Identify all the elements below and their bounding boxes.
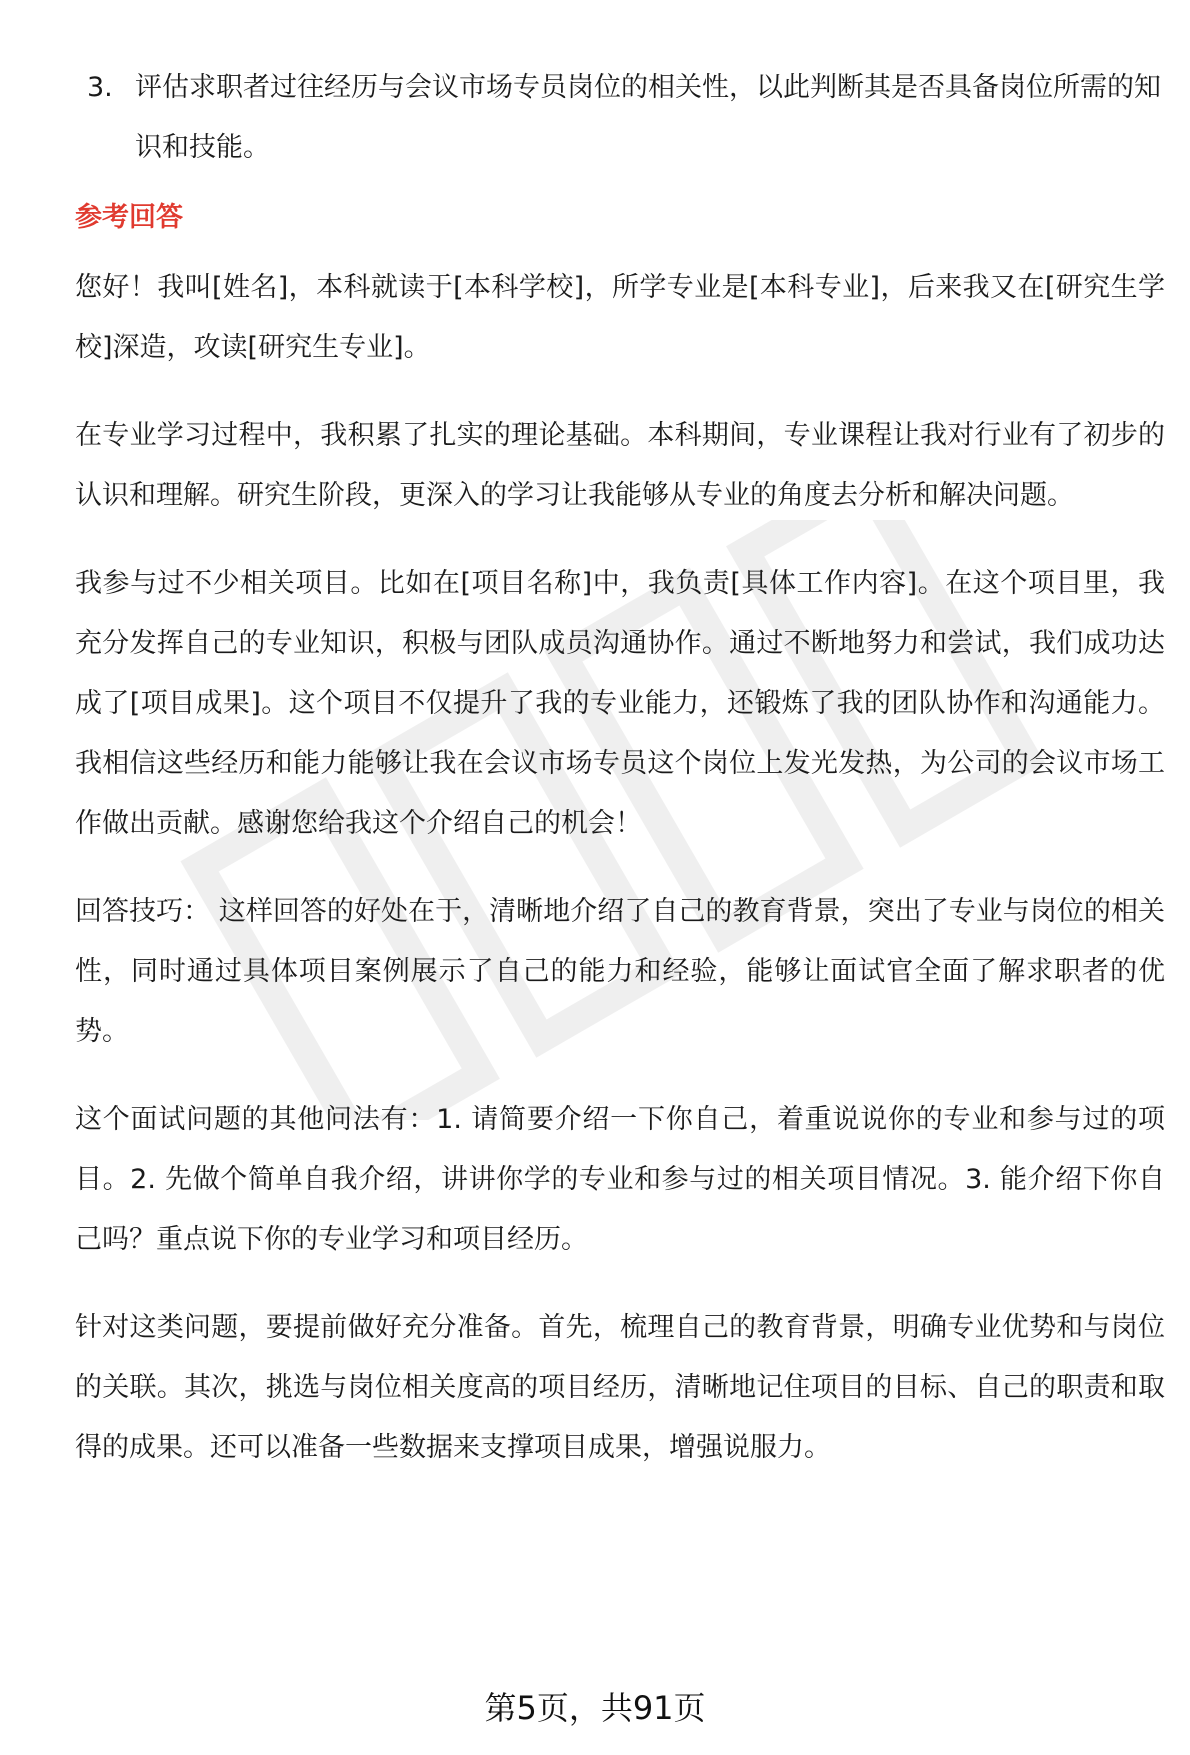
paragraph-study: 在专业学习过程中，我积累了扎实的理论基础。本科期间，专业课程让我对行业有了初步的认识和理解。研究生阶段，更深入的学习让我能够从专业的角度去分析和解决问题。 [75,420,1165,511]
list-item-3 [75,58,1165,178]
list-text: 评估求职者过往经历与会议市场专员岗位的相关性，以此判断其是否具备岗位所需的知识和技能。 [135,72,1161,163]
document-body [75,58,1165,1506]
paragraph-projects: 我参与过不少相关项目。比如在[项目名称]中，我负责[具体工作内容]。在这个项目里，我充分发挥自己的专业知识，积极与团队成员沟通协作。通过不断地努力和尝试，我们成功达成了[项目成果]。这个项目不仅提升了我的专业能力，还锻炼了我的团队协作和沟通能力。我相信这些经历和能力能够让我在会议市场专员这个岗位上发光发热，为公司的会议市场工作做出贡献。感谢您给我这个介绍自己的机会！ [75,568,1165,839]
paragraph-tips: 回答技巧： 这样回答的好处在于，清晰地介绍了自己的教育背景，突出了专业与岗位的相关性，同时通过具体项目案例展示了自己的能力和经验，能够让面试官全面了解求职者的优势。 [75,896,1165,1047]
paragraph-alternatives: 这个面试问题的其他问法有：1. 请简要介绍一下你自己，着重说说你的专业和参与过的项目。2. 先做个简单自我介绍，讲讲你学的专业和参与过的相关项目情况。3. 能介绍下你自己吗？重点说下你的专业学习和项目经历。 [75,1104,1165,1255]
reference-answer-heading: 参考回答 [75,202,183,233]
page-number: 第5页，共91页 [484,1689,706,1727]
paragraph-intro: 您好！我叫[姓名]，本科就读于[本科学校]，所学专业是[本科专业]，后来我又在[研究生学校]深造，攻读[研究生专业]。 [75,272,1165,363]
list-number: 3. [87,72,113,103]
paragraph-preparation: 针对这类问题，要提前做好充分准备。首先，梳理自己的教育背景，明确专业优势和与岗位的关联。其次，挑选与岗位相关度高的项目经历，清晰地记住项目的目标、自己的职责和取得的成果。还可以准备一些数据来支撑项目成果，增强说服力。 [75,1312,1165,1463]
